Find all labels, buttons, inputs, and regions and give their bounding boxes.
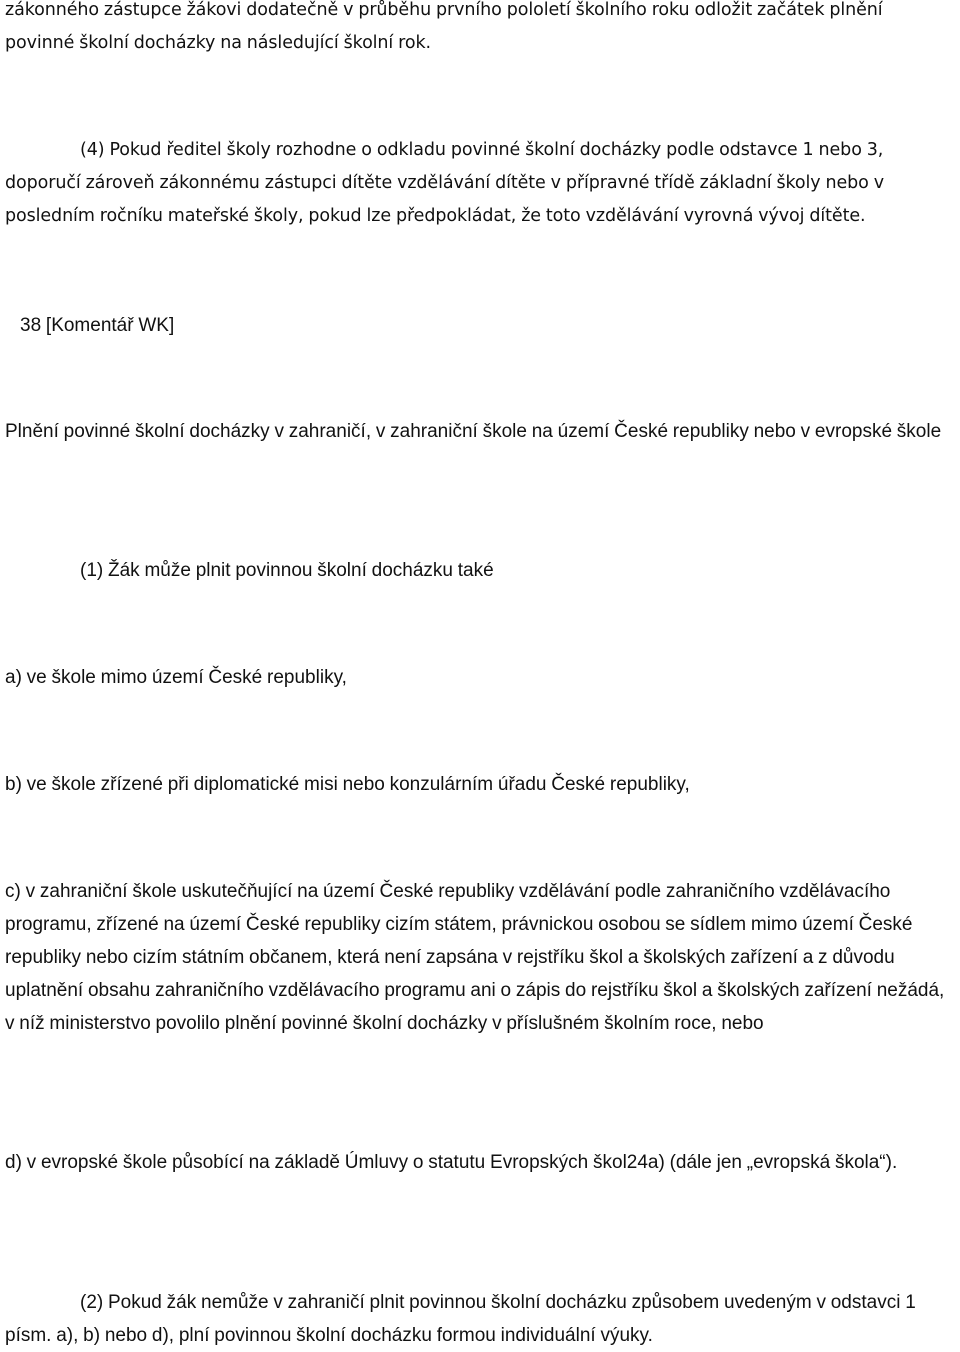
paragraph-2: (2) Pokud žák nemůže v zahraničí plnit povinnou školní docházku způsobem uvedeným v odstavci 1 písm. a), b) nebo d), plní povinnou školní docházku formou individuální výuky. (5, 1292, 916, 1346)
list-item-a: a) ve škole mimo území České republiky, (5, 667, 347, 688)
section-heading: Plnění povinné školní docházky v zahraničí, v zahraniční škole na území České republiky nebo v evropské škole (5, 421, 942, 442)
section-label: 38 [Komentář WK] (20, 315, 175, 336)
list-item-b: b) ve škole zřízené při diplomatické misi nebo konzulárním úřadu České republiky, (5, 774, 690, 795)
paragraph-1: (1) Žák může plnit povinnou školní docházku také (80, 560, 494, 581)
list-item-d: d) v evropské škole působící na základě Úmluvy o statutu Evropských škol24a) (dále jen „evropská škola“). (5, 1152, 898, 1173)
continuation-paragraph: zákonného zástupce žákovi dodatečně v průběhu prvního pololetí školního roku odložit začátek plnění povinné školní docházky na následující školní rok. (5, 0, 883, 53)
paragraph-4: (4) Pokud ředitel školy rozhodne o odkladu povinné školní docházky podle odstavce 1 nebo 3, doporučí zároveň zákonnému zástupci dítěte vzdělávání dítěte v přípravné třídě základní školy nebo v posledním ročníku mateřské školy, pokud lze předpokládat, že toto vzdělávání vyrovná vývoj dítěte. (5, 140, 884, 226)
list-item-c: c) v zahraniční škole uskutečňující na území České republiky vzdělávání podle zahraničního vzdělávacího programu, zřízené na území České republiky cizím státem, právnickou osobou se sídlem mimo území České republiky nebo cizím státním občanem, která není zapsána v rejstříku škol a školských zařízení a z důvodu uplatnění obsahu zahraničního vzdělávacího programu ani o zápis do rejstříku škol a školských zařízení nežádá, v níž ministerstvo povolilo plnění povinné školní docházky v příslušném školním roce, nebo (5, 881, 945, 1034)
